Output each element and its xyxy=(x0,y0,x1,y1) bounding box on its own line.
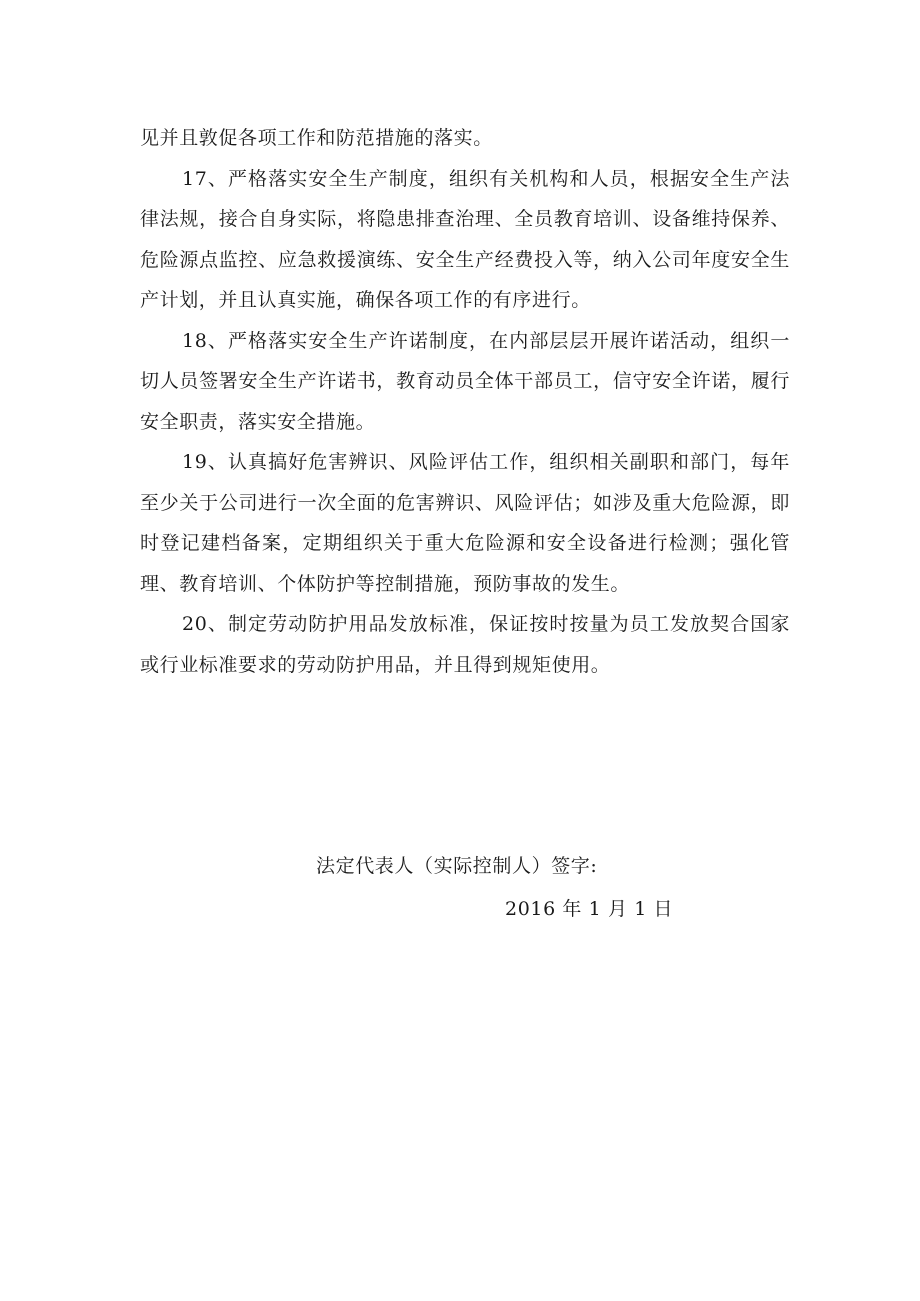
paragraph-item-19: 19、认真搞好危害辨识、风险评估工作，组织相关副职和部门，每年至少关于公司进行一次全面的危害辨识、风险评估；如涉及重大危险源，即时登记建档备案，定期组织关于重大危险源和安全设备进行检测；强化管理、教育培训、个体防护等控制措施，预防事故的发生。 xyxy=(140,451,790,595)
document-body xyxy=(140,118,790,685)
paragraph-item-17: 17、严格落实安全生产制度，组织有关机构和人员，根据安全生产法律法规，接合自身实际，将隐患排查治理、全员教育培训、设备维持保养、危险源点监控、应急救援演练、安全生产经费投入等，纳入公司年度安全生产计划，并且认真实施，确保各项工作的有序进行。 xyxy=(140,167,790,311)
paragraph-continuation: 见并且敦促各项工作和防范措施的落实。 xyxy=(140,127,493,149)
paragraph-item-18: 18、严格落实安全生产许诺制度，在内部层层开展许诺活动，组织一切人员签署安全生产许诺书，教育动员全体干部员工，信守安全许诺，履行安全职责，落实安全措施。 xyxy=(140,329,790,433)
signature-label: 法定代表人（实际控制人）签字: xyxy=(316,855,598,877)
signature-date: 2016 年 1 月 1 日 xyxy=(505,898,674,920)
paragraph-item-20: 20、制定劳动防护用品发放标准，保证按时按量为员工发放契合国家或行业标准要求的劳动防护用品，并且得到规矩使用。 xyxy=(140,613,790,676)
